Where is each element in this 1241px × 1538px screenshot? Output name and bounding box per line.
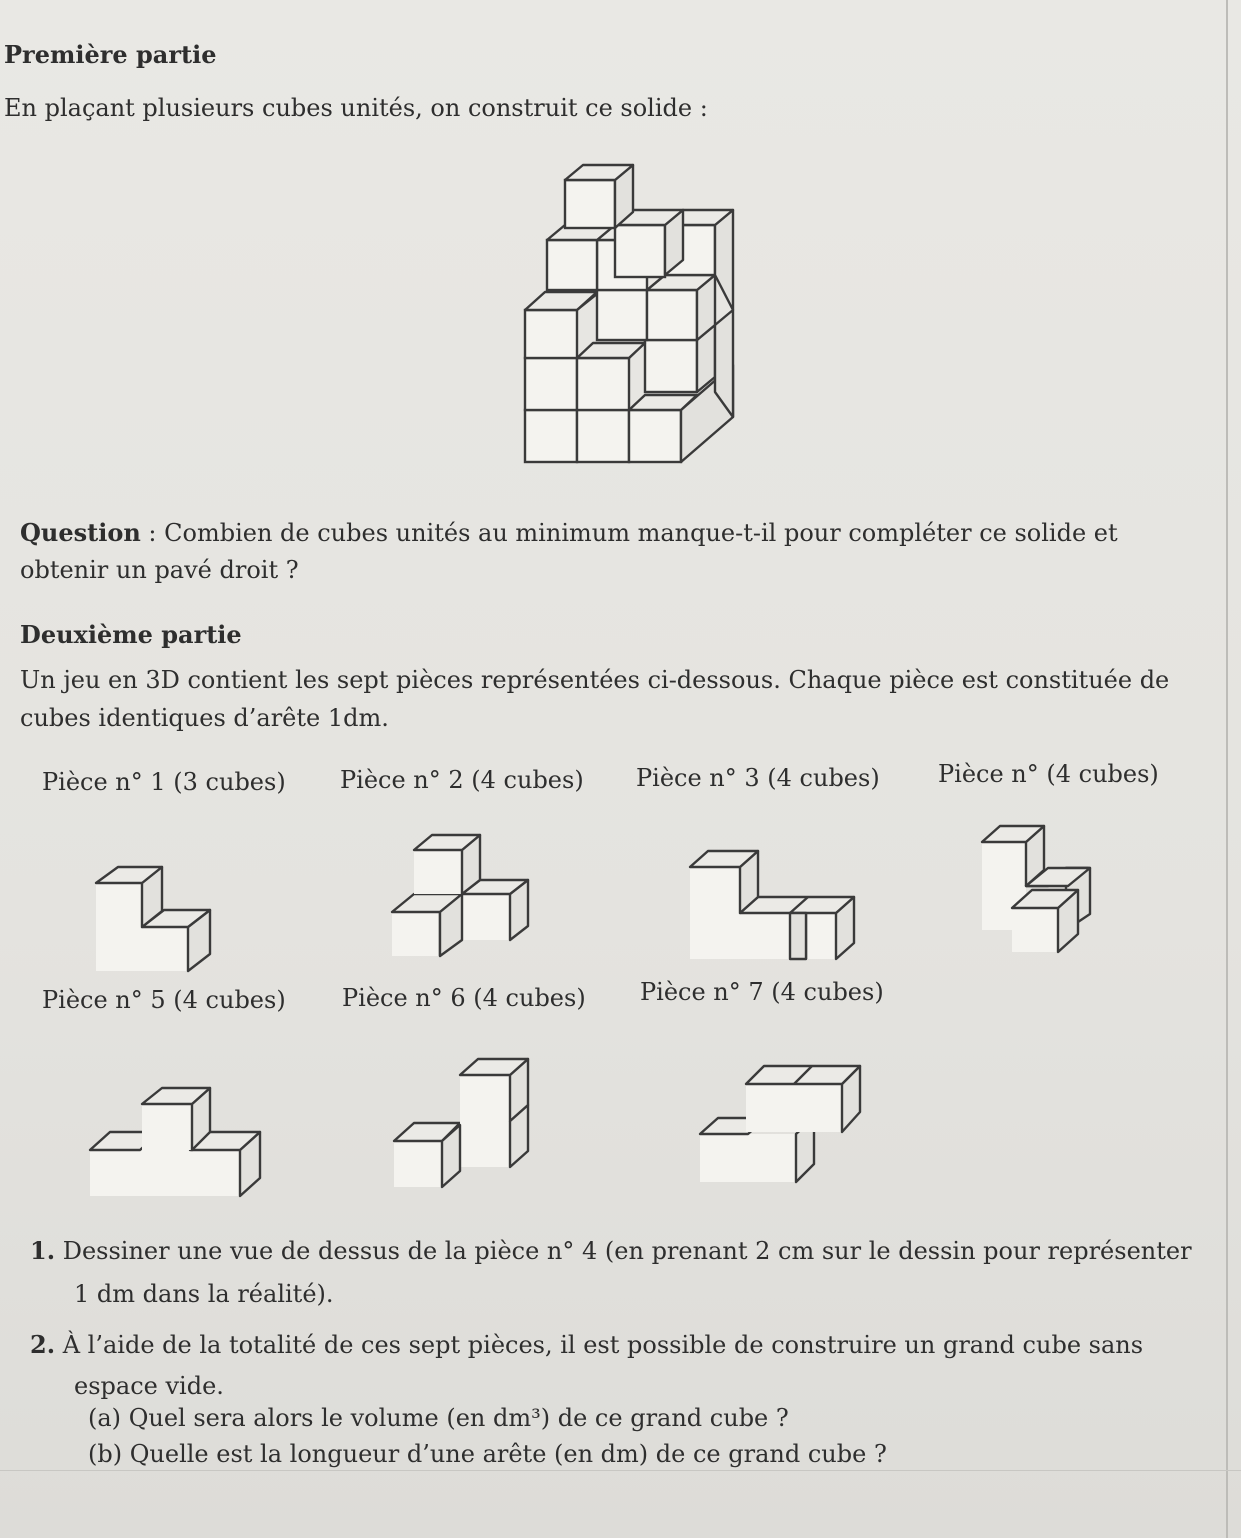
piece-4-figure (978, 818, 1108, 958)
part1-title: Première partie (4, 40, 217, 69)
subquestion-a-text: Quel sera alors le volume (en dm³) de ce grand cube ? (128, 1404, 789, 1432)
piece-1-label: Pièce n° 1 (3 cubes) (42, 768, 286, 796)
question-2-text: À l’aide de la totalité de ces sept pièces, il est possible de construire un grand cube sans (62, 1331, 1144, 1359)
solid-row-6 (565, 165, 633, 228)
question-1-text: Dessiner une vue de dessus de la pièce n° 4 (en prenant 2 cm sur le dessin pour représenter (62, 1237, 1192, 1265)
piece-2-figure (388, 830, 538, 960)
question-text: : Combien de cubes unités au minimum manque-t-il pour compléter ce solide et (140, 519, 1118, 547)
piece-2-label: Pièce n° 2 (4 cubes) (340, 766, 584, 794)
subquestion-b (88, 1440, 887, 1468)
piece-5-label: Pièce n° 5 (4 cubes) (42, 986, 286, 1014)
question-1-number: 1. (30, 1236, 56, 1265)
part2-title: Deuxième partie (20, 620, 242, 649)
piece-7-figure (696, 1060, 871, 1190)
subquestion-b-number: (b) (88, 1440, 123, 1468)
subquestion-a (88, 1404, 789, 1432)
piece-1-figure (92, 855, 222, 975)
question-2-line2: espace vide. (74, 1372, 224, 1400)
question-1-line2: 1 dm dans la réalité). (74, 1280, 334, 1308)
part1-question-line2: obtenir un pavé droit ? (20, 556, 299, 584)
page-edge (1226, 0, 1228, 1538)
piece-4-label: Pièce n° (4 cubes) (938, 760, 1159, 788)
part2-intro-line1: Un jeu en 3D contient les sept pièces représentées ci-dessous. Chaque pièce est constituée de (20, 666, 1170, 694)
page-bottom-rule (0, 1470, 1241, 1471)
piece-3-label: Pièce n° 3 (4 cubes) (636, 764, 880, 792)
piece-6-label: Pièce n° 6 (4 cubes) (342, 984, 586, 1012)
part2-intro-line2: cubes identiques d’arête 1dm. (20, 704, 389, 732)
question-2-number: 2. (30, 1330, 56, 1359)
question-1-line1 (30, 1236, 1192, 1265)
piece-7-label: Pièce n° 7 (4 cubes) (640, 978, 884, 1006)
solid-figure (520, 160, 750, 470)
subquestion-a-number: (a) (88, 1404, 122, 1432)
subquestion-b-text: Quelle est la longueur d’une arête (en dm) de ce grand cube ? (129, 1440, 887, 1468)
piece-5-figure (86, 1070, 276, 1202)
piece-3-figure (686, 845, 866, 965)
part1-question (20, 518, 1118, 547)
question-label: Question (20, 518, 141, 547)
part1-intro: En plaçant plusieurs cubes unités, on construit ce solide : (4, 94, 708, 122)
question-2-line1 (30, 1330, 1143, 1359)
piece-6-figure (390, 1045, 540, 1195)
